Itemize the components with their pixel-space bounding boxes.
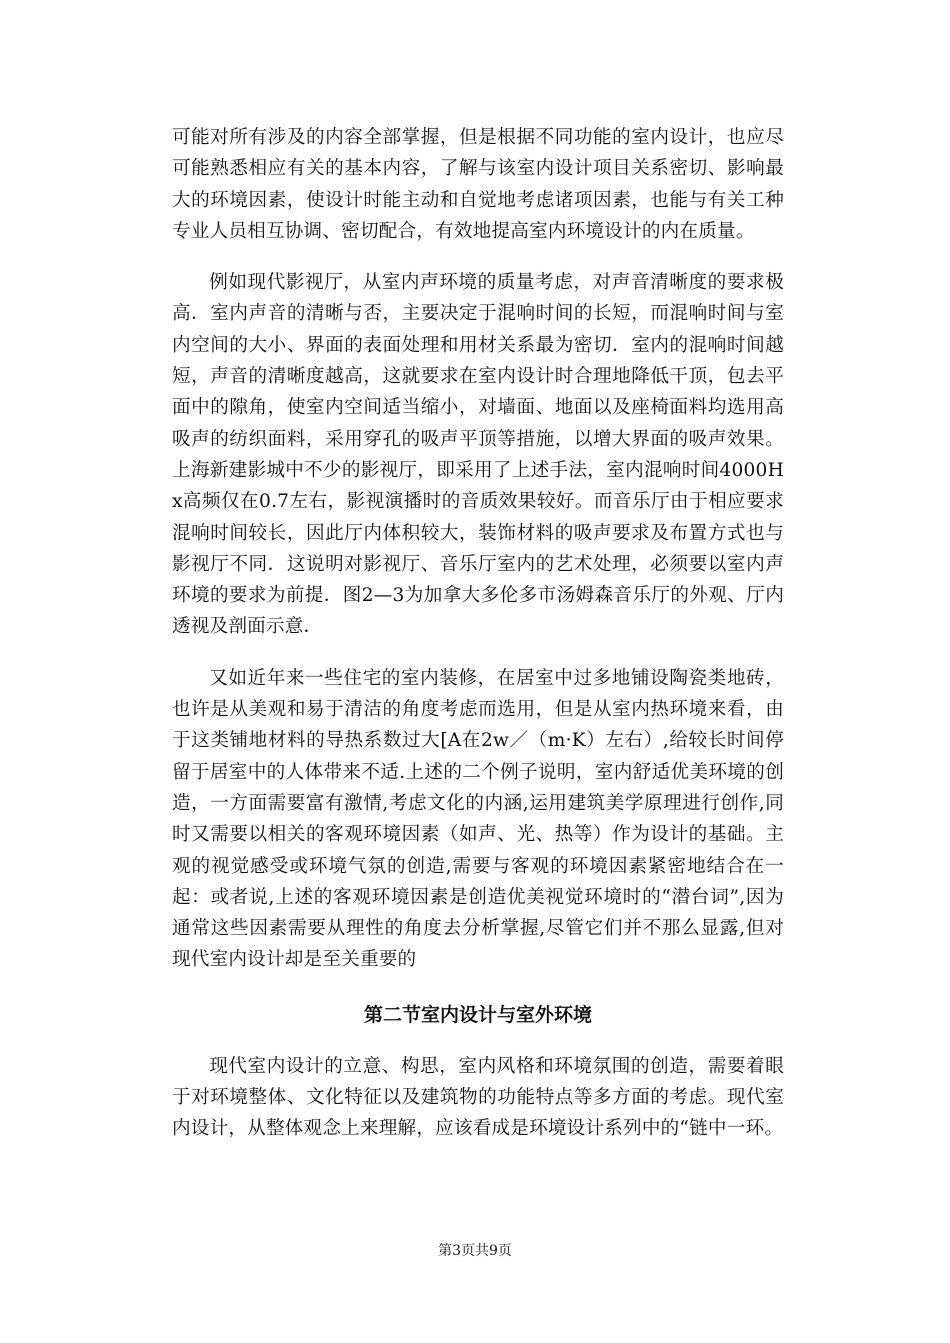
paragraph-gap — [172, 247, 784, 267]
section-title: 第二节室内设计与室外环境 — [363, 1003, 592, 1026]
page-number-footer: 第3页共9页 — [438, 1243, 512, 1259]
paragraph-section-intro: 现代室内设计的立意、构思，室内风格和环境氛围的创造，需要着眼于对环境整体、文化特征以及建筑物的功能特点等多方面的考虑。现代室内设计，从整体观念上来理解，应该看成是环境设计系列中的“链中一环。 — [172, 1055, 784, 1140]
paragraph-continuation: 可能对所有涉及的内容全部掌握，但是根据不同功能的室内设计，也应尽可能熟悉相应有关的基本内容，了解与该室内设计项目关系密切、影响最大的环境因素，使设计时能主动和自觉地考虑诸项因素，也能与有关工种专业人员相互协调、密切配合，有效地提高室内环境设计的内在质量。 — [172, 127, 784, 242]
document-page — [172, 122, 784, 1145]
paragraph-gap — [172, 976, 784, 996]
paragraph-cinema-acoustics: 例如现代影视厅，从室内声环境的质量考虑，对声音清晰度的要求极高．室内声音的清晰与否，主要决定于混响时间的长短，而混响时间与室内空间的大小、界面的表面处理和用材关系最为密切．室内的混响时间越短，声音的清晰度越高，这就要求在室内设计时合理地降低干顶，包去平面中的隙角，使室内空间适当缩小，对墙面、地面以及座椅面料均选用高吸声的纺织面料，采用穿孔的吸声平顶等措施，以增大界面的吸声效果。上海新建影城中不少的影视厅，即采用了上述手法，室内混响时间4000Hx高频仅在0.7左右，影视演播时的音质效果较好。而音乐厅由于相应要求混响时间较长，因此厅内体积较大，装饰材料的吸声要求及布置方式也与影视厅不同．这说明对影视厅、音乐厅室内的艺术处理，必须要以室内声环境的要求为前提．图2—3为加拿大多伦多市汤姆森音乐厅的外观、厅内透视及剖面示意． — [172, 272, 784, 638]
paragraph-residential-flooring: 又如近年来一些住宅的室内装修，在居室中过多地铺设陶瓷类地砖，也许是从美观和易于清洁的角度考虑而选用，但是从室内热环境来看，由于这类铺地材料的导热系数过大[A在2w／（m·K）左右）,给较长时间停留于居室中的人体带来不适.上述的二个例子说明，室内舒适优美环境的创造，一方面需要富有激情,考虑文化的内涵,运用建筑美学原理进行创作,同时又需要以相关的客观环境因素（如声、光、热等）作为设计的基础。主观的视觉感受或环境气氛的创造,需要与客观的环境因素紧密地结合在一起：或者说,上述的客观环境因素是创造优美视觉环境时的“潜台词”,因为通常这些因素需要从理性的角度去分析掌握,尽管它们并不那么显露,但对现代室内设计却是至关重要的 — [172, 667, 784, 971]
paragraph-gap — [172, 643, 784, 663]
